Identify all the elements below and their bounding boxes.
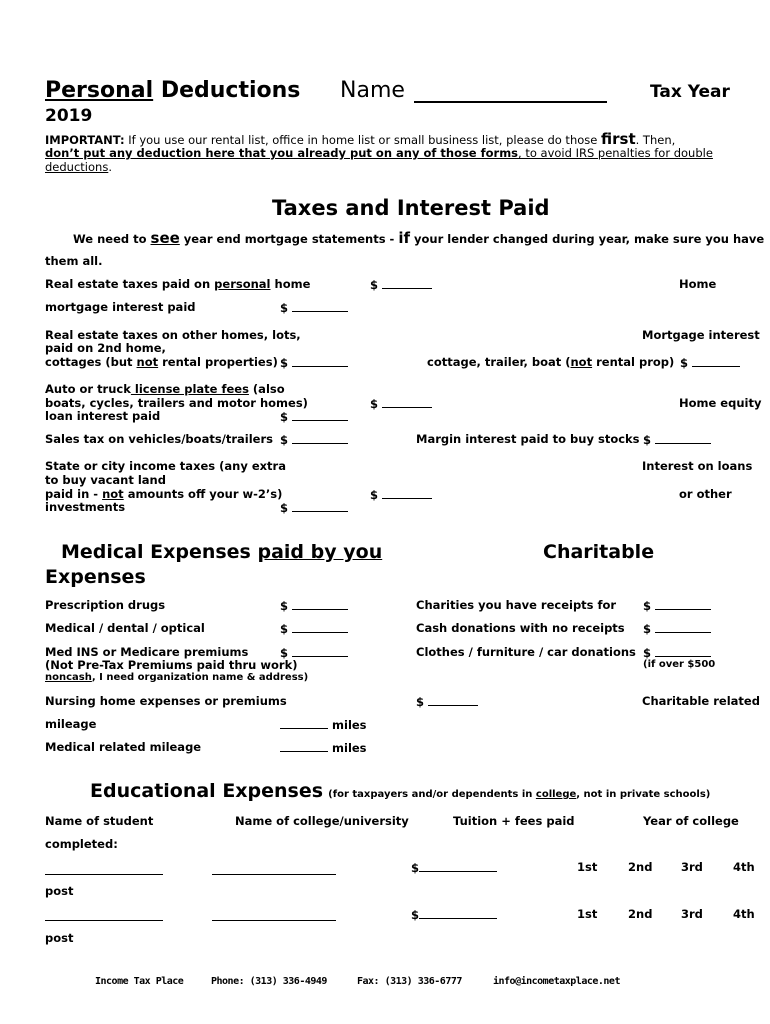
- auto-amount[interactable]: [370, 396, 432, 411]
- dollar-sign: $: [416, 695, 425, 709]
- loan-interest-label: loan interest paid: [45, 409, 161, 423]
- form-title: [45, 78, 300, 103]
- sales-tax-label: Sales tax on vehicles/boats/trailers: [45, 432, 273, 446]
- college-name-line-2[interactable]: [212, 920, 336, 921]
- state-income-label: State or city income taxes (any extra: [45, 459, 286, 473]
- if-over-label: (if over $500: [643, 659, 716, 670]
- investments-label: investments: [45, 500, 126, 514]
- re-personal: personal: [214, 277, 271, 291]
- cottage-trailer-label: [427, 355, 674, 369]
- post-label-1[interactable]: post: [45, 884, 74, 898]
- vacant-land-label: to buy vacant land: [45, 473, 166, 487]
- real-estate-amount[interactable]: [370, 277, 432, 292]
- dollar-sign: $: [280, 646, 289, 660]
- intro-text-2: year end mortgage statements -: [179, 232, 399, 246]
- name-input-line[interactable]: [414, 101, 607, 103]
- charities-receipts-amount[interactable]: [643, 598, 711, 613]
- re-text-1: Real estate taxes paid on: [45, 277, 215, 291]
- charitable-miles[interactable]: [280, 717, 367, 732]
- cottage-trailer-amount[interactable]: [680, 355, 740, 370]
- investments-amount[interactable]: [280, 500, 348, 515]
- dollar-sign: $: [280, 599, 289, 613]
- home-label: Home: [679, 277, 717, 291]
- nursing-amount[interactable]: [416, 694, 478, 709]
- taxes-intro: [73, 229, 764, 247]
- footer-email: info@incometaxplace.net: [493, 976, 620, 987]
- ct-not: not: [570, 355, 593, 369]
- important-label: IMPORTANT:: [45, 133, 125, 147]
- auto-text-1: Auto or truck: [45, 382, 131, 396]
- student-name-line-2[interactable]: [45, 920, 163, 921]
- dollar-sign: $: [411, 861, 420, 875]
- education-heading: Educational Expenses: [90, 780, 324, 802]
- real-estate-personal-label: [45, 277, 310, 291]
- mortgage-interest-label: Mortgage interest: [642, 328, 760, 342]
- miles-label: miles: [332, 718, 367, 732]
- prescription-label: Prescription drugs: [45, 598, 166, 612]
- auto-plate: license plate fees: [130, 382, 249, 396]
- state-income-amount[interactable]: [370, 487, 432, 502]
- dollar-sign: $: [280, 433, 289, 447]
- year-1st-1[interactable]: 1st: [577, 860, 598, 874]
- post-label-2[interactable]: post: [45, 931, 74, 945]
- important-line-2: [45, 146, 713, 160]
- dollar-sign: $: [680, 356, 689, 370]
- med-ins-label: Med INS or Medicare premiums: [45, 645, 249, 659]
- important-text-1: If you use our rental list, office in home list or small business list, please do those: [128, 133, 601, 147]
- important-text-2: . Then,: [635, 133, 676, 147]
- title-personal: Personal: [45, 78, 154, 103]
- clothes-donations-amount[interactable]: [643, 645, 711, 660]
- dollar-sign: $: [643, 599, 652, 613]
- medical-heading: [61, 541, 382, 563]
- dollar-sign: $: [411, 908, 420, 922]
- education-heading-row: [90, 780, 710, 802]
- year-3rd-2[interactable]: 3rd: [681, 907, 703, 921]
- col-tuition: Tuition + fees paid: [453, 814, 575, 828]
- sales-tax-amount[interactable]: [280, 432, 348, 447]
- charities-receipts-label: Charities you have receipts for: [416, 598, 617, 612]
- intro-if: if: [398, 229, 410, 247]
- tax-year-value: 2019: [45, 106, 93, 126]
- footer-company: Income Tax Place: [95, 976, 184, 987]
- col-college: Name of college/university: [235, 814, 409, 828]
- interest-on-loans-label: Interest on loans: [642, 459, 753, 473]
- cash-donations-label: Cash donations with no receipts: [416, 621, 625, 635]
- edu-note-2: , not in private schools): [576, 789, 711, 800]
- taxes-heading: Taxes and Interest Paid: [272, 196, 550, 220]
- edu-note-1: (for taxpayers and/or dependents in: [328, 789, 536, 800]
- important-first: first: [601, 130, 636, 148]
- cottages-label: [45, 355, 278, 369]
- cottages-text-2: rental properties): [158, 355, 278, 369]
- cottages-text-1: cottages (but: [45, 355, 137, 369]
- mileage-label: mileage: [45, 717, 97, 731]
- not-pretax-label: (Not Pre-Tax Premiums paid thru work): [45, 658, 298, 672]
- tax-year-label: Tax Year: [650, 82, 730, 102]
- dollar-sign: $: [280, 501, 289, 515]
- medical-heading-text: Medical Expenses: [61, 541, 258, 563]
- year-2nd-2[interactable]: 2nd: [628, 907, 653, 921]
- dollar-sign: $: [370, 488, 379, 502]
- other-homes-amount[interactable]: [280, 355, 348, 370]
- ct-text-1: cottage, trailer, boat (: [427, 355, 571, 369]
- dollar-sign: $: [643, 433, 652, 447]
- dollar-sign: $: [280, 356, 289, 370]
- education-note: [328, 789, 710, 800]
- mortgage-interest-paid-label: mortgage interest paid: [45, 300, 196, 314]
- year-3rd-1[interactable]: 3rd: [681, 860, 703, 874]
- title-rest: Deductions: [153, 78, 301, 103]
- home-equity-label: Home equity: [679, 396, 762, 410]
- student-name-line-1[interactable]: [45, 874, 163, 875]
- margin-interest-label: Margin interest paid to buy stocks: [416, 432, 640, 446]
- edu-note-college: college: [535, 789, 577, 800]
- charitable-heading: Charitable: [543, 541, 655, 563]
- important-line-3: [45, 160, 112, 174]
- intro-see: see: [150, 229, 180, 247]
- cash-donations-amount[interactable]: [643, 621, 711, 636]
- medical-dental-label: Medical / dental / optical: [45, 621, 205, 635]
- name-label: Name: [340, 78, 405, 103]
- prescription-amount[interactable]: [280, 598, 348, 613]
- ct-text-2: rental prop): [592, 355, 675, 369]
- dollar-sign: $: [280, 410, 289, 424]
- or-other-label: or other: [679, 487, 732, 501]
- paid-in-label: [45, 487, 282, 501]
- tuition-amount-1[interactable]: [411, 860, 497, 875]
- dollar-sign: $: [370, 397, 379, 411]
- college-name-line-1[interactable]: [212, 874, 336, 875]
- auto-label: [45, 382, 285, 396]
- cottages-not: not: [136, 355, 159, 369]
- year-4th-2[interactable]: 4th: [733, 907, 755, 921]
- dollar-sign: $: [643, 646, 652, 660]
- charitable-related-label: Charitable related: [642, 694, 760, 708]
- mortgage-interest-amount[interactable]: [280, 300, 348, 315]
- noncash-word: noncash: [45, 672, 92, 683]
- dollar-sign: $: [370, 278, 379, 292]
- footer-fax: Fax: (313) 336-6777: [357, 976, 462, 987]
- dollar-sign: $: [280, 301, 289, 315]
- dollar-sign: $: [280, 622, 289, 636]
- important-text-5: .: [108, 160, 112, 174]
- paid-in-not: not: [102, 487, 124, 501]
- home-equity-amount[interactable]: [280, 409, 348, 424]
- year-1st-2[interactable]: 1st: [577, 907, 598, 921]
- paid-on-2nd-home: paid on 2nd home,: [45, 341, 166, 355]
- expenses-heading: Expenses: [45, 566, 146, 588]
- margin-interest-amount[interactable]: [643, 432, 711, 447]
- col-year: Year of college: [643, 814, 739, 828]
- medical-dental-amount[interactable]: [280, 621, 348, 636]
- intro-text-1: We need to: [73, 232, 151, 246]
- medical-heading-paid: paid by you: [257, 541, 383, 563]
- clothes-donations-label: Clothes / furniture / car donations: [416, 645, 636, 659]
- noncash-note: [45, 672, 308, 683]
- re-text-2: home: [270, 277, 311, 291]
- intro-text-3: your lender changed during year, make sure you have: [410, 232, 765, 246]
- boats-cycles-label: boats, cycles, trailers and motor homes): [45, 396, 308, 410]
- nursing-label: Nursing home expenses or premiums: [45, 694, 287, 708]
- miles-label: miles: [332, 741, 367, 755]
- important-text-3: , to avoid IRS penalties for double: [518, 146, 713, 160]
- dollar-sign: $: [643, 622, 652, 636]
- year-4th-1[interactable]: 4th: [733, 860, 755, 874]
- medical-miles[interactable]: [280, 740, 367, 755]
- auto-text-2: (also: [248, 382, 285, 396]
- completed-label: completed:: [45, 837, 118, 851]
- paid-in-text-2: amounts off your w-2’s): [123, 487, 283, 501]
- taxes-intro-2: them all.: [45, 254, 103, 268]
- noncash-rest: , I need organization name & address): [91, 672, 309, 683]
- important-bold-underline: don’t put any deduction here that you already put on any of those forms: [45, 146, 519, 160]
- important-text-4: deductions: [45, 160, 109, 174]
- footer-phone: Phone: (313) 336-4949: [211, 976, 327, 987]
- paid-in-text-1: paid in -: [45, 487, 103, 501]
- tuition-amount-2[interactable]: [411, 907, 497, 922]
- other-homes-label: Real estate taxes on other homes, lots,: [45, 328, 301, 342]
- col-student: Name of student: [45, 814, 154, 828]
- medical-mileage-label: Medical related mileage: [45, 740, 202, 754]
- year-2nd-1[interactable]: 2nd: [628, 860, 653, 874]
